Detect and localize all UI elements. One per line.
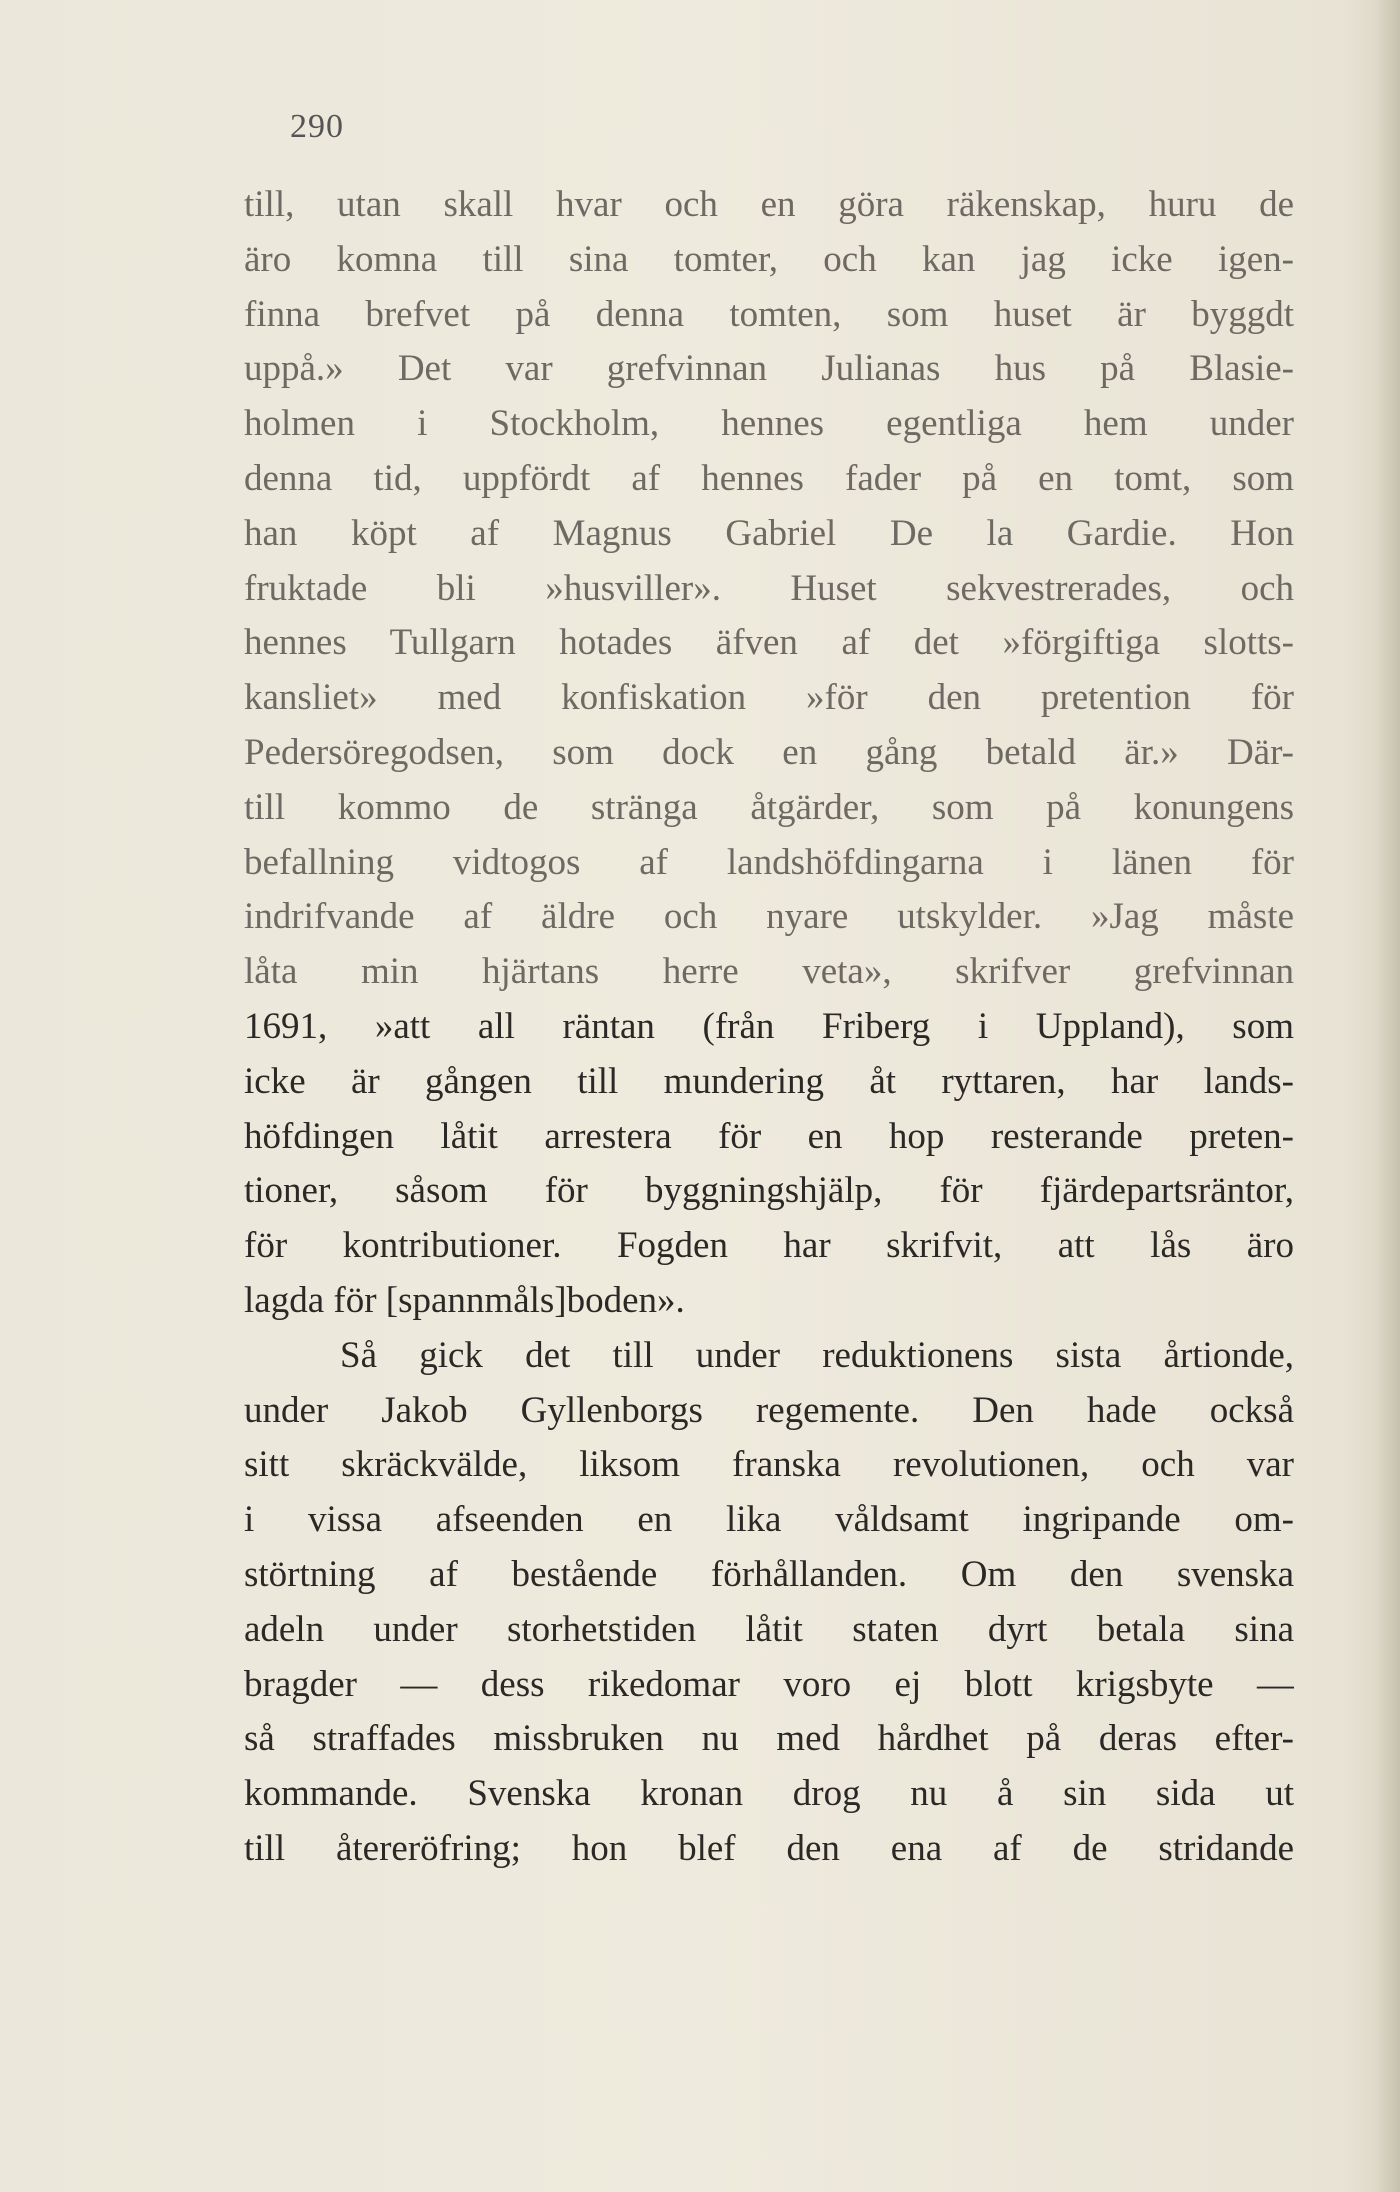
text-line: i vissa afseenden en lika våldsamt ingripande om- [244,1499,1294,1541]
page-edge-shadow [1374,0,1400,2192]
text-line: kommande. Svenska kronan drog nu å sin sida ut [244,1773,1294,1815]
text-line: till, utan skall hvar och en göra räkenskap, huru de [244,184,1294,225]
text-line: uppå.» Det var grefvinnan Julianas hus på Blasie- [244,348,1294,390]
text-line: 1691, »att all räntan (från Friberg i Uppland), som [244,1005,1294,1047]
text-line: adeln under storhetstiden låtit staten dyrt betala sina [244,1608,1294,1650]
text-line: tioner, såsom för byggningshjälp, för fjärdepartsräntor, [244,1170,1294,1212]
page-number: 290 [290,108,344,145]
text-line: bragder — dess rikedomar voro ej blott krigsbyte — [244,1663,1294,1705]
paragraph-start-line: Så gick det till under reduktionens sista årtionde, [340,1334,1294,1376]
text-line: äro komna till sina tomter, och kan jag icke igen- [244,238,1294,280]
text-line: lagda för [spannmåls]boden». [244,1279,685,1321]
text-line: låta min hjärtans herre veta», skrifver grefvinnan [244,951,1294,993]
text-line: Pedersöregodsen, som dock en gång betald är.» Där- [244,731,1294,773]
text-line: befallning vidtogos af landshöfdingarna i länen för [244,841,1294,883]
text-line: han köpt af Magnus Gabriel De la Gardie. Hon [244,512,1294,554]
text-line: indrifvande af äldre och nyare utskylder. »Jag måste [244,896,1294,938]
text-line: under Jakob Gyllenborgs regemente. Den hade också [244,1389,1294,1431]
text-line: för kontributioner. Fogden har skrifvit, att lås äro [244,1225,1294,1267]
text-line: fruktade bli »husviller». Huset sekvestrerades, och [244,567,1294,609]
body-text [244,178,1294,1877]
text-line: hennes Tullgarn hotades äfven af det »förgiftiga slotts- [244,622,1294,664]
text-line: denna tid, uppfördt af hennes fader på en tomt, som [244,457,1294,499]
text-line: till kommo de stränga åtgärder, som på konungens [244,786,1294,828]
text-line: kansliet» med konfiskation »för den pretention för [244,677,1294,719]
text-line: höfdingen låtit arrestera för en hop resterande preten- [244,1115,1294,1157]
text-line: holmen i Stockholm, hennes egentliga hem under [244,403,1294,445]
text-line: så straffades missbruken nu med hårdhet på deras efter- [244,1718,1294,1760]
text-line: icke är gången till mundering åt ryttaren, har lands- [244,1060,1294,1102]
text-line: finna brefvet på denna tomten, som huset är byggdt [244,293,1294,335]
text-line: till återeröfring; hon blef den ena af de stridande [244,1827,1294,1869]
text-line: sitt skräckvälde, liksom franska revolutionen, och var [244,1444,1294,1486]
text-line: störtning af bestående förhållanden. Om den svenska [244,1553,1294,1595]
